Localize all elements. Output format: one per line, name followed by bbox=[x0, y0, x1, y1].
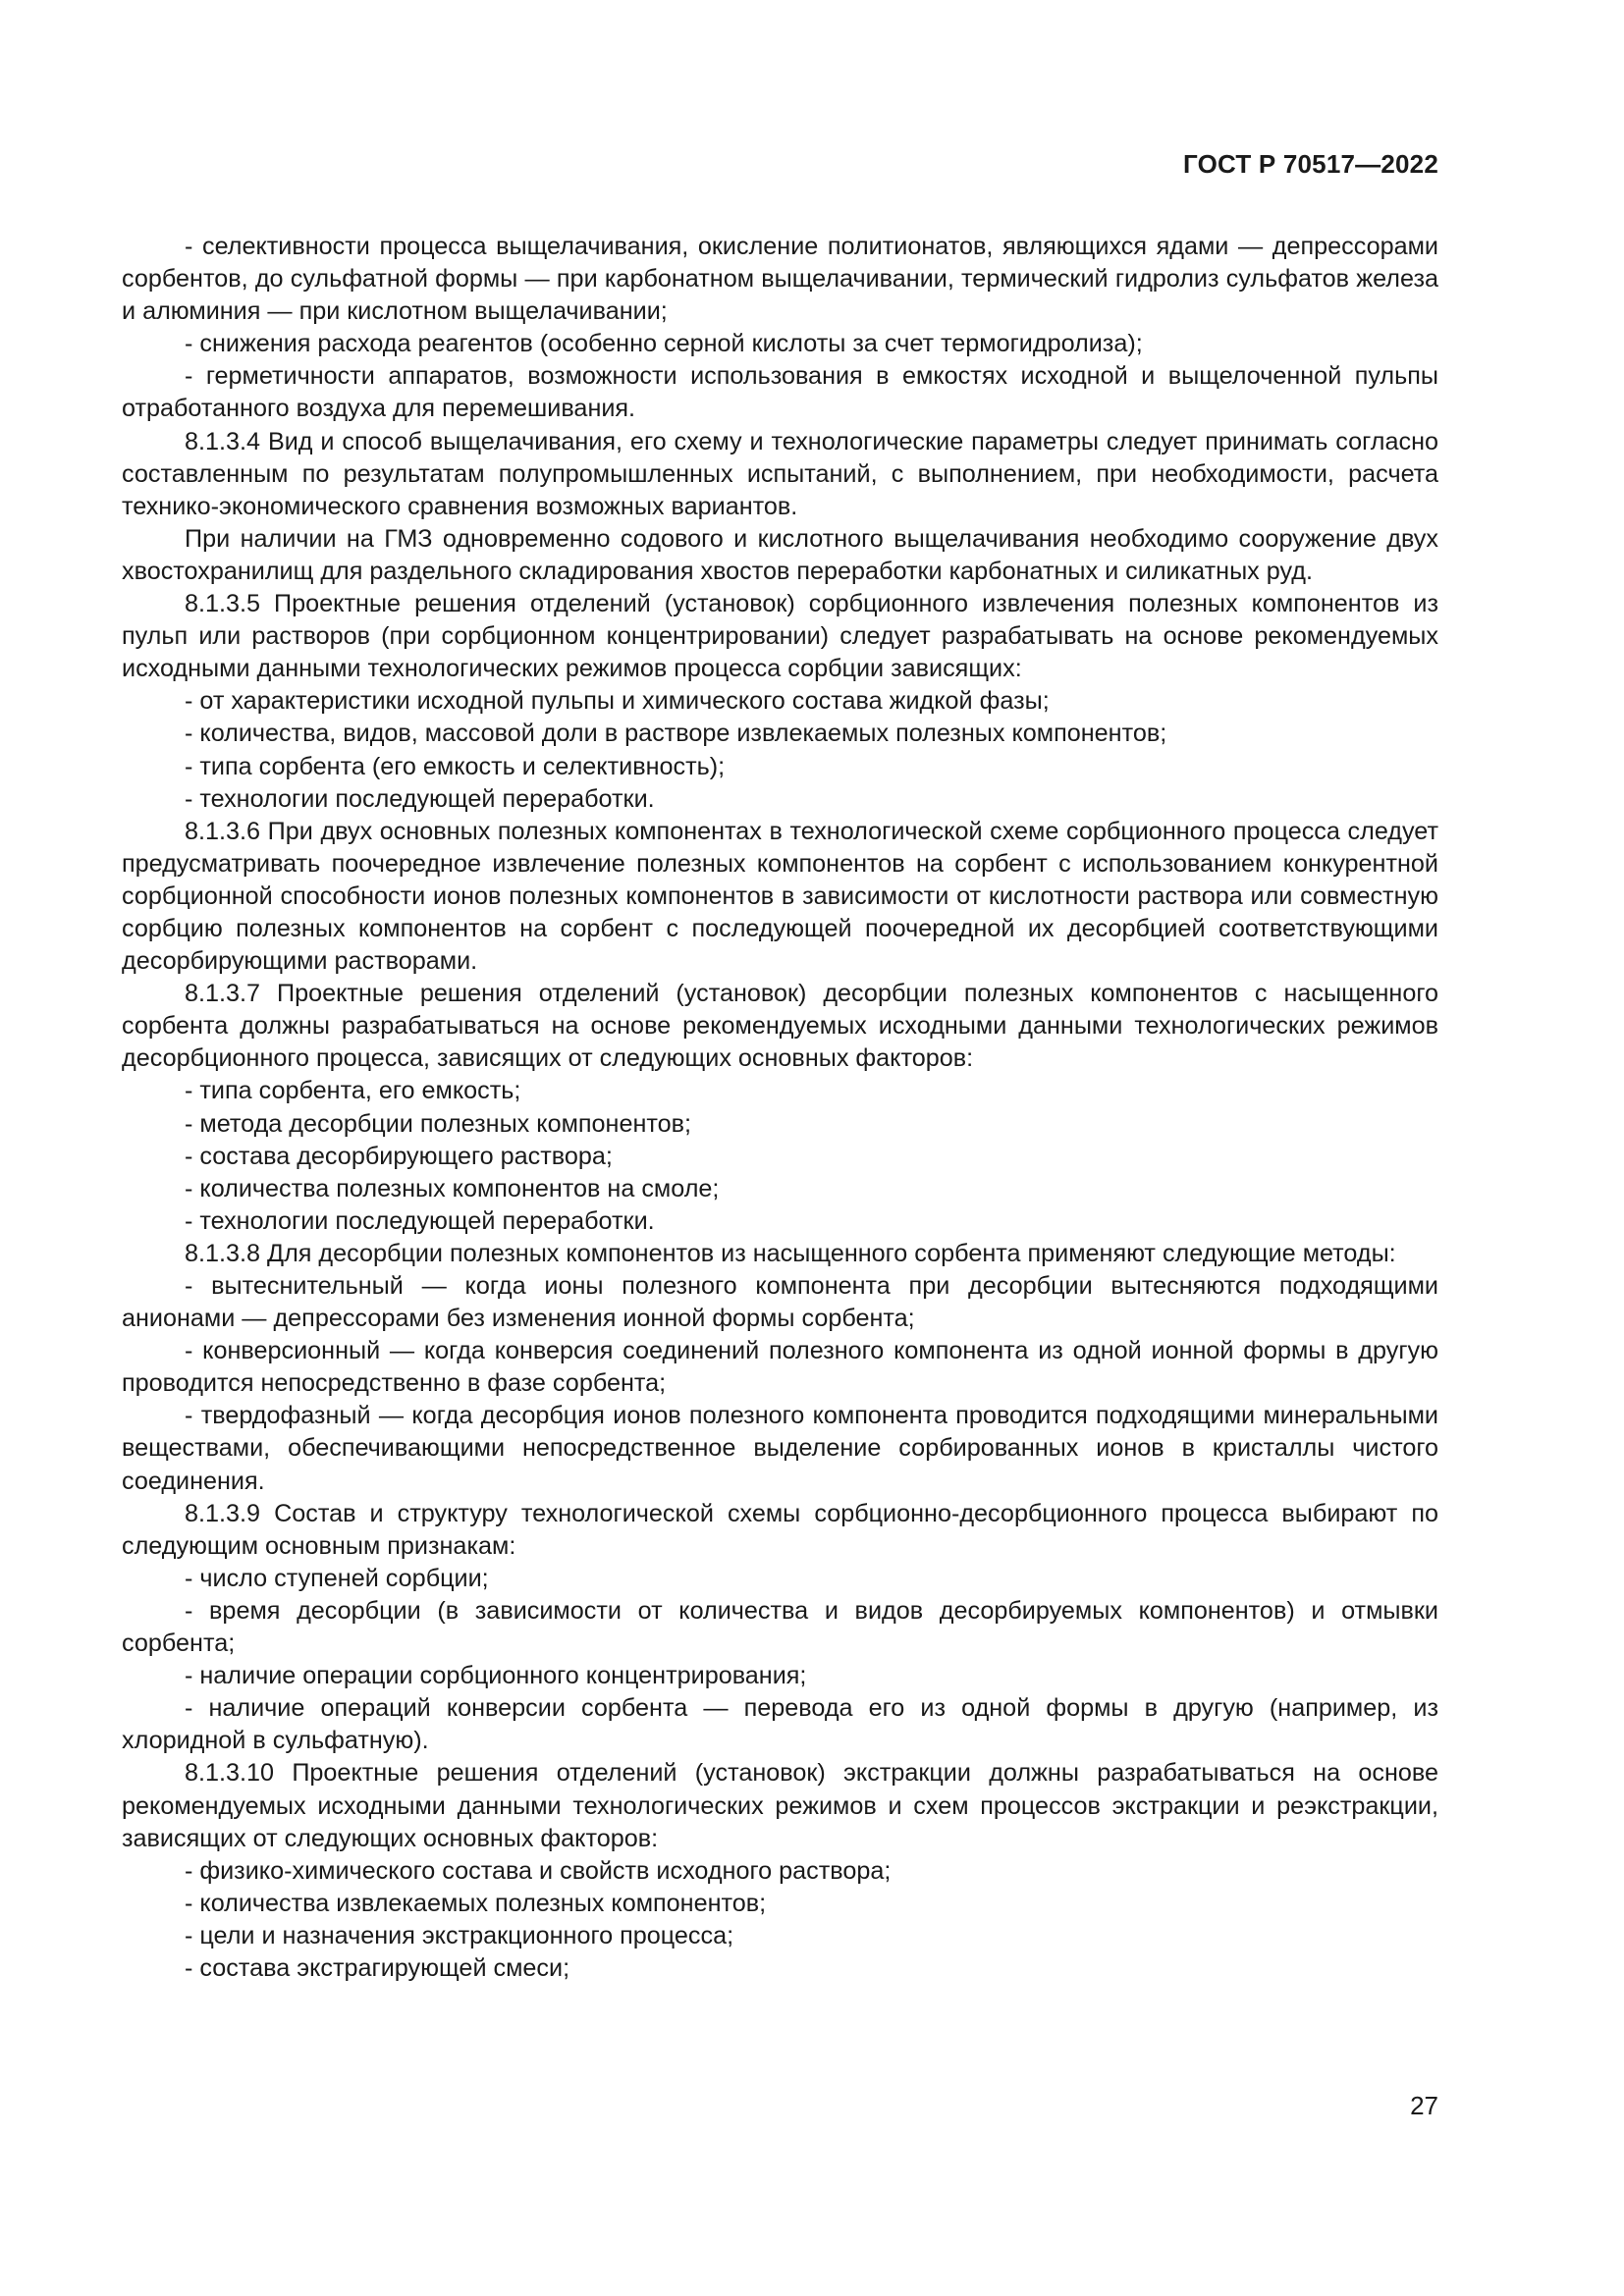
paragraph: 8.1.3.8 Для десорбции полезных компонентов из насыщенного сорбента применяют следующие методы: bbox=[185, 1239, 1396, 1267]
paragraph: 8.1.3.7 Проектные решения отделений (установок) десорбции полезных компонентов с насыщенного сорбента должны разрабатываться на основе рекомендуемых исходными данными технологических режимов десорбционного процесса, зависящих от следующих основных факторов: bbox=[122, 980, 1438, 1073]
paragraph: - вытеснительный — когда ионы полезного компонента при десорбции вытесняются подходящими анионами — депрессорами без изменения ионной формы сорбента; bbox=[122, 1272, 1438, 1333]
paragraph: 8.1.3.6 При двух основных полезных компонентах в технологической схеме сорбционного процесса следует предусматривать поочередное извлечение полезных компонентов на сорбент с использованием конкурентной сорбционной способности ионов полезных компонентов в зависимости от кислотности раствора или совместную сорбцию полезных компонентов на сорбент с последующей поочередной их десорбцией соответствующими десорбирующими растворами. bbox=[122, 817, 1438, 976]
paragraph: - типа сорбента (его емкость и селективность); bbox=[185, 752, 726, 780]
page-number: 27 bbox=[1410, 2091, 1438, 2120]
paragraph: 8.1.3.4 Вид и способ выщелачивания, его схему и технологические параметры следует принимать согласно составленным по результатам полупромышленных испытаний, с выполнением, при необходимости, расчета технико-экономического сравнения возможных вариантов. bbox=[122, 427, 1438, 520]
document-body bbox=[122, 231, 1438, 1985]
paragraph: - типа сорбента, его емкость; bbox=[185, 1077, 521, 1105]
paragraph: - время десорбции (в зависимости от количества и видов десорбируемых компонентов) и отмывки сорбента; bbox=[122, 1596, 1438, 1658]
paragraph: - конверсионный — когда конверсия соединений полезного компонента из одной ионной формы в другую проводится непосредственно в фазе сорбента; bbox=[122, 1337, 1438, 1398]
paragraph: - метода десорбции полезных компонентов; bbox=[185, 1109, 692, 1138]
paragraph: - физико-химического состава и свойств исходного раствора; bbox=[185, 1856, 892, 1885]
paragraph: - состава десорбирующего раствора; bbox=[185, 1142, 613, 1170]
paragraph: - количества полезных компонентов на смоле; bbox=[185, 1174, 720, 1202]
paragraph: - от характеристики исходной пульпы и химического состава жидкой фазы; bbox=[185, 687, 1050, 716]
paragraph: - герметичности аппаратов, возможности использования в емкостях исходной и выщелоченной пульпы отработанного воздуха для перемешивания. bbox=[122, 362, 1438, 423]
paragraph: - наличие операции сорбционного концентрирования; bbox=[185, 1662, 807, 1690]
paragraph: - цели и назначения экстракционного процесса; bbox=[185, 1921, 734, 1949]
paragraph: - снижения расхода реагентов (особенно серной кислоты за счет термогидролиза); bbox=[185, 330, 1143, 358]
paragraph: - число ступеней сорбции; bbox=[185, 1564, 489, 1592]
document-code-header: ГОСТ Р 70517—2022 bbox=[1183, 149, 1438, 179]
paragraph: - наличие операций конверсии сорбента — перевода его из одной формы в другую (например, из хлоридной в сульфатную). bbox=[122, 1694, 1438, 1755]
paragraph: 8.1.3.9 Состав и структуру технологической схемы сорбционно-десорбционного процесса выбирают по следующим основным признакам: bbox=[122, 1499, 1438, 1560]
paragraph: 8.1.3.10 Проектные решения отделений (установок) экстракции должны разрабатываться на основе рекомендуемых исходными данными технологических режимов и схем процессов экстракции и реэкстракции, зависящих от следующих основных факторов: bbox=[122, 1759, 1438, 1852]
paragraph: - селективности процесса выщелачивания, окисление политионатов, являющихся ядами — депрессорами сорбентов, до сульфатной формы — при карбонатном выщелачивании, термический гидролиз сульфатов железа и алюминия — при кислотном выщелачивании; bbox=[122, 233, 1438, 326]
paragraph: - технологии последующей переработки. bbox=[185, 784, 655, 813]
paragraph: - количества извлекаемых полезных компонентов; bbox=[185, 1889, 767, 1917]
paragraph: - количества, видов, массовой доли в растворе извлекаемых полезных компонентов; bbox=[185, 720, 1167, 748]
paragraph: - твердофазный — когда десорбция ионов полезного компонента проводится подходящими минеральными веществами, обеспечивающими непосредственное выделение сорбированных ионов в кристаллы чистого соединения. bbox=[122, 1402, 1438, 1495]
paragraph: При наличии на ГМЗ одновременно содового и кислотного выщелачивания необходимо сооружение двух хвостохранилищ для раздельного складирования хвостов переработки карбонатных и силикатных руд. bbox=[122, 524, 1438, 585]
paragraph: - состава экстрагирующей смеси; bbox=[185, 1953, 570, 1982]
paragraph: - технологии последующей переработки. bbox=[185, 1206, 655, 1235]
paragraph: 8.1.3.5 Проектные решения отделений (установок) сорбционного извлечения полезных компонентов из пульп или растворов (при сорбционном концентрировании) следует разрабатывать на основе рекомендуемых исходными данными технологических режимов процесса сорбции зависящих: bbox=[122, 590, 1438, 683]
